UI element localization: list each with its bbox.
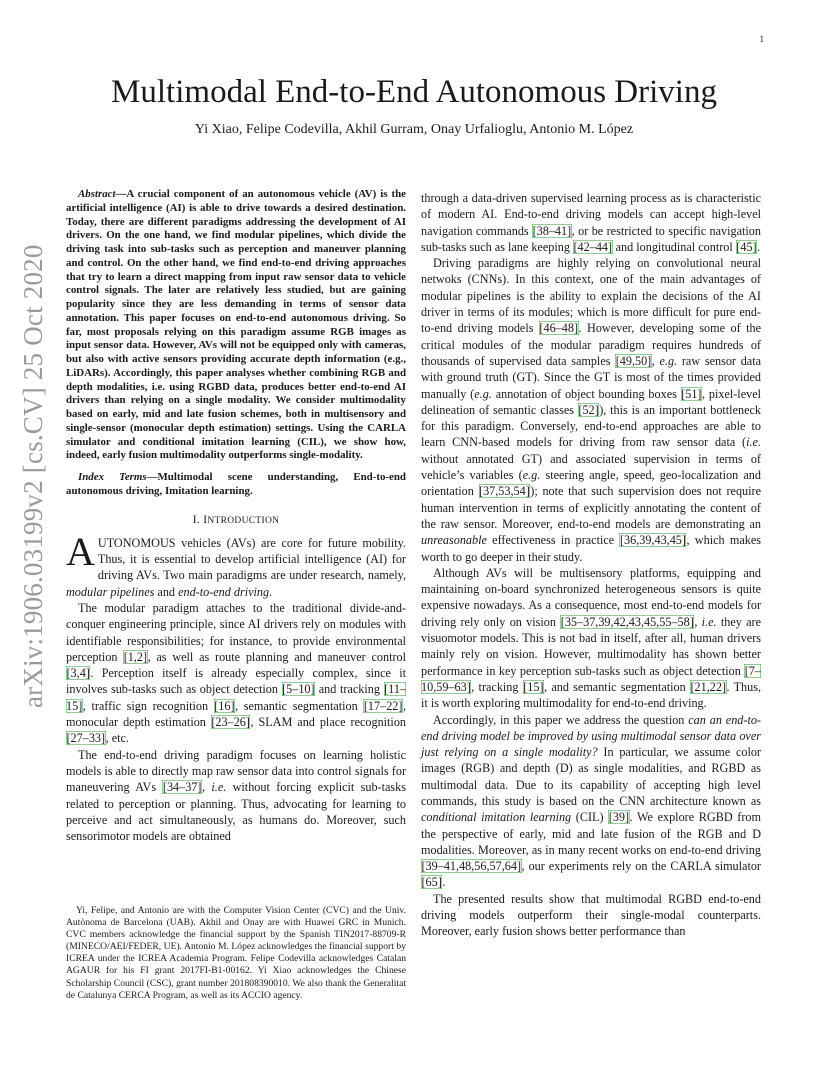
author-list: Yi Xiao, Felipe Codevilla, Akhil Gurram, Onay Urfalioglu, Antonio M. López: [194, 122, 634, 137]
text-run: .: [269, 584, 273, 599]
intro-paragraph-2: [66, 600, 406, 747]
emphasis: i.e.: [746, 435, 761, 450]
citation-link[interactable]: [21,22]: [690, 679, 727, 694]
paper-title: Multimodal End-to-End Autonomous Driving: [111, 74, 717, 110]
right-paragraph-2: [421, 255, 761, 565]
emphasis: e.g.: [474, 386, 492, 401]
text-run: , etc.: [105, 731, 129, 746]
text-run: through a data-driven supervised learning process as is characteristic of modern AI. End-to-end driving models can accept high-level navigation commands: [421, 191, 761, 238]
text-run: The end-to-end driving paradigm focuses on learning holistic models is able to directly map raw sensor data into control signals for maneuvering AVs: [66, 747, 406, 795]
text-run: , which makes worth to go deeper in their study.: [421, 533, 761, 564]
text-run: raw sensor data with ground truth (GT). Since the GT is most of the times provided manually (: [421, 353, 762, 401]
citation-link[interactable]: [37,53,54]: [479, 484, 530, 499]
citation-link[interactable]: [65]: [421, 875, 442, 890]
text-run: .: [442, 875, 446, 890]
text-run: annotation of object bounding boxes: [491, 386, 681, 401]
text-run: and: [154, 584, 179, 599]
right-paragraph-4: [421, 712, 761, 891]
citation-link[interactable]: [5–10]: [282, 682, 315, 697]
text-run: and tracking: [315, 682, 384, 697]
text-run: without annotated GT) and associated supervision in terms of vehicle’s variables (: [421, 451, 761, 483]
emphasis: e.g.: [659, 353, 678, 368]
page-number: 1: [759, 34, 764, 44]
text-run: they are visuomotor models. This is not bad in itself, after all, human drivers mainly rely on vision. However, multimodality has shown better performance in key perception sub-tasks such as object detection: [421, 614, 761, 678]
arxiv-stamp: arXiv:1906.03199v2 [cs.CV] 25 Oct 2020: [18, 244, 48, 708]
abstract-lead: Abstract: [78, 188, 116, 200]
abstract-text: —A crucial component of an autonomous vehicle (AV) is the artificial intelligence (AI) is able to drive towards a desired destination. Today, there are different paradigms addressing the development of AI drivers. On the one hand, we find modular pipelines, which divide the driving task into sub-tasks such as perception and maneuver planning and control. On the other hand, we find end-to-end driving approaches that try to learn a direct mapping from input raw sensor data to vehicle control signals. The later are relatively less studied, but are gaining popularity since they are less demanding in terms of sensor data annotation. This paper focuses on end-to-end autonomous driving. So far, most proposals relying on this paradigm assume RGB images as input sensor data. However, AVs will not be equipped only with cameras, but also with active sensors providing accurate depth information (e.g., LiDARs). Accordingly, this paper analyses whether combining RGB and depth modalities, i.e. using RGBD data, produces better end-to-end AI drivers than relying on a single modality. We consider multimodality based on early, mid and late fusion schemes, both in multisensory and single-sensor (monocular depth estimation) settings. Using the CARLA simulator and conditional imitation learning (CIL), we show how, indeed, early fusion multimodality outperforms single-modality.: [66, 188, 406, 462]
citation-link[interactable]: [17–22]: [363, 698, 403, 713]
emphasis: i.e.: [701, 614, 717, 629]
citation-link[interactable]: [11–15]: [66, 682, 407, 713]
index-terms-text: —Multimodal scene understanding, End-to-end autonomous driving, Imitation learning.: [66, 471, 406, 497]
citation-link[interactable]: [46–48]: [539, 321, 579, 336]
text-run: . We explore RGBD from the perspective of early, mid and late fusion of the RGB and D modalities. Moreover, as in many recent works on end-to-end driving: [421, 810, 761, 857]
emphasis: end-to-end driving: [178, 584, 270, 599]
citation-link[interactable]: [15]: [523, 679, 544, 694]
citation-link[interactable]: [1,2]: [123, 649, 148, 664]
emphasis: modular pipelines: [66, 584, 155, 599]
citation-link[interactable]: [51]: [681, 386, 702, 401]
citation-link[interactable]: [23–26]: [211, 715, 250, 730]
emphasis: e.g.: [522, 468, 541, 483]
text-run: , our experiments rely on the CARLA simulator: [521, 859, 761, 874]
text-run: Although AVs will be multisensory platforms, equipping and maintaining on-board synchronized heterogeneous sensors is quite expensive nowadays. As a consequence, most end-to-end models for driving rely only on vision: [421, 565, 761, 629]
citation-link[interactable]: [38–41]: [532, 223, 572, 238]
text-run: (CIL): [571, 810, 609, 825]
citation-link[interactable]: [45]: [736, 239, 757, 254]
text-run: Driving paradigms are highly relying on convolutional neural netwoks (CNNs). In this context, one of the main advantages of modular pipelines is the ability to explain the decisions of the AI driver in terms of its modules; which is more difficult for pure end-to-end driving models: [421, 256, 761, 336]
text-run: , as well as route planning and maneuver control: [147, 649, 406, 664]
footnote-affiliations: Yi, Felipe, and Antonio are with the Computer Vision Center (CVC) and the Univ. Autònoma de Barcelona (UAB). Akhil and Onay are with Huawei GRC in Munich. CVC members acknowledge the financial support by the Spanish TIN2017-88709-R (MINECO/AEI/FEDER, UE). Antonio M. López acknowledges the financial support by ICREA under the ICREA Academia Program. Felipe Codevilla acknowledges Catalan AGAUR for his FI grant 2017FI-B1-00162. Yi Xiao acknowledges the Chinese Scholarship Council (CSC), grant number 201808390010. We also thank the Generalitat de Catalunya CERCA Program, as well as its ACCIO agency.: [66, 905, 406, 1001]
index-terms: [66, 471, 406, 499]
emphasis: i.e.: [211, 780, 227, 795]
section-rest: NTRODUCTION: [207, 515, 280, 526]
text-run: effectiveness in practice: [486, 533, 620, 548]
text-run: The modular paradigm attaches to the traditional divide-and-conquer engineering principle, since AI drivers rely on modules with identifiable responsibilities; for instance, to provide environmental perception: [66, 600, 406, 664]
text-run: ,: [651, 353, 660, 368]
citation-link[interactable]: [39–41,48,56,57,64]: [421, 859, 522, 874]
text-run: , tracking: [471, 679, 523, 694]
right-column: [421, 190, 761, 940]
text-run: , and semantic segmentation: [544, 679, 690, 694]
text-run: . Thus, it is worth exploring multimodality for end-to-end driving.: [421, 679, 762, 711]
section-numeral: I.: [192, 513, 204, 526]
abstract: [66, 188, 406, 463]
section-heading-introduction: [66, 512, 406, 529]
text-run: In particular, we assume color images (RGB) and depth (D) as single modalities, and RGBD as multimodal data. Due to its capability of accepting high level commands, this study is based on the CNN architecture known as: [421, 745, 761, 808]
intro-paragraph-1: [66, 528, 406, 600]
citation-link[interactable]: [42–44]: [573, 239, 613, 254]
text-run: ), this is an important bottleneck for this paradigm. Conversely, end-to-end approaches are able to learn CNN-based models for driving from raw sensor data (: [421, 402, 761, 450]
emphasis: can an end-to-end driving model be improved by using multimodal sensor data over just relying on a single modality?: [421, 712, 761, 760]
text-run: ); note that such supervision does not require human intervention in terms of explicitly annotating the content of the raw sensor. Moreover, end-to-end models are demonstrating an: [421, 484, 761, 531]
text-run: , pixel-level delineation of semantic classes: [421, 386, 761, 417]
text-run: . However, developing some of the critical modules of the modular paradigm requires hundreds of thousands of supervised data samples: [421, 321, 761, 368]
intro-paragraph-3: [66, 747, 406, 845]
citation-link[interactable]: [36,39,43,45]: [619, 533, 686, 548]
right-paragraph-3: [421, 565, 761, 712]
citation-link[interactable]: [7–10,59–63]: [421, 663, 761, 694]
citation-link[interactable]: [39]: [608, 810, 630, 825]
text-run: and longitudinal control: [612, 239, 736, 254]
emphasis: conditional imitation learning: [421, 810, 572, 825]
text-run: , SLAM and place recognition: [250, 715, 407, 730]
drop-cap: A: [66, 528, 95, 574]
text-run: . Perception itself is already especially complex, since it involves sub-tasks such as object detection: [66, 666, 406, 697]
left-column: [66, 188, 406, 844]
citation-link[interactable]: [34–37]: [162, 780, 202, 795]
emphasis: unreasonable: [421, 533, 487, 548]
right-paragraph-1: [421, 190, 761, 255]
text-run: .: [757, 239, 761, 254]
index-terms-lead: Index Terms: [78, 471, 147, 483]
citation-link[interactable]: [16]: [214, 698, 235, 713]
right-paragraph-5: The presented results show that multimodal RGBD end-to-end driving models outperform their single-modal counterparts. Moreover, early fusion shows better performance than: [421, 891, 761, 939]
text-run: ,: [694, 614, 702, 629]
text-run: , traffic sign recognition: [82, 698, 214, 713]
citation-link[interactable]: [52]: [578, 402, 599, 417]
citation-link[interactable]: [35–37,39,42,43,45,55–58]: [560, 614, 694, 629]
text-run: ,: [202, 780, 212, 795]
text-run: UTONOMOUS vehicles (AVs) are core for future mobility. Thus, it is essential to develop artificial intelligence (AI) for driving AVs. Two main paradigms are under research, namely,: [97, 535, 406, 583]
text-run: , or be restricted to specific navigation sub-tasks such as lane keeping: [421, 223, 761, 254]
citation-link[interactable]: [27–33]: [66, 731, 106, 746]
text-run: without forcing explicit sub-tasks related to perception or planning. Thus, advocating for learning to perceive and act simultaneously, as humans do. Moreover, such sensorimotor models are obtained: [66, 780, 406, 844]
text-run: , semantic segmentation: [235, 698, 364, 713]
citation-link[interactable]: [49,50]: [615, 353, 652, 368]
text-run: steering angle, speed, geo-localization and orientation: [421, 468, 761, 499]
section-initial: I: [203, 513, 208, 526]
citation-link[interactable]: [3,4]: [66, 666, 90, 681]
text-run: Accordingly, in this paper we address the question: [433, 712, 689, 727]
text-run: , monocular depth estimation: [66, 698, 406, 730]
